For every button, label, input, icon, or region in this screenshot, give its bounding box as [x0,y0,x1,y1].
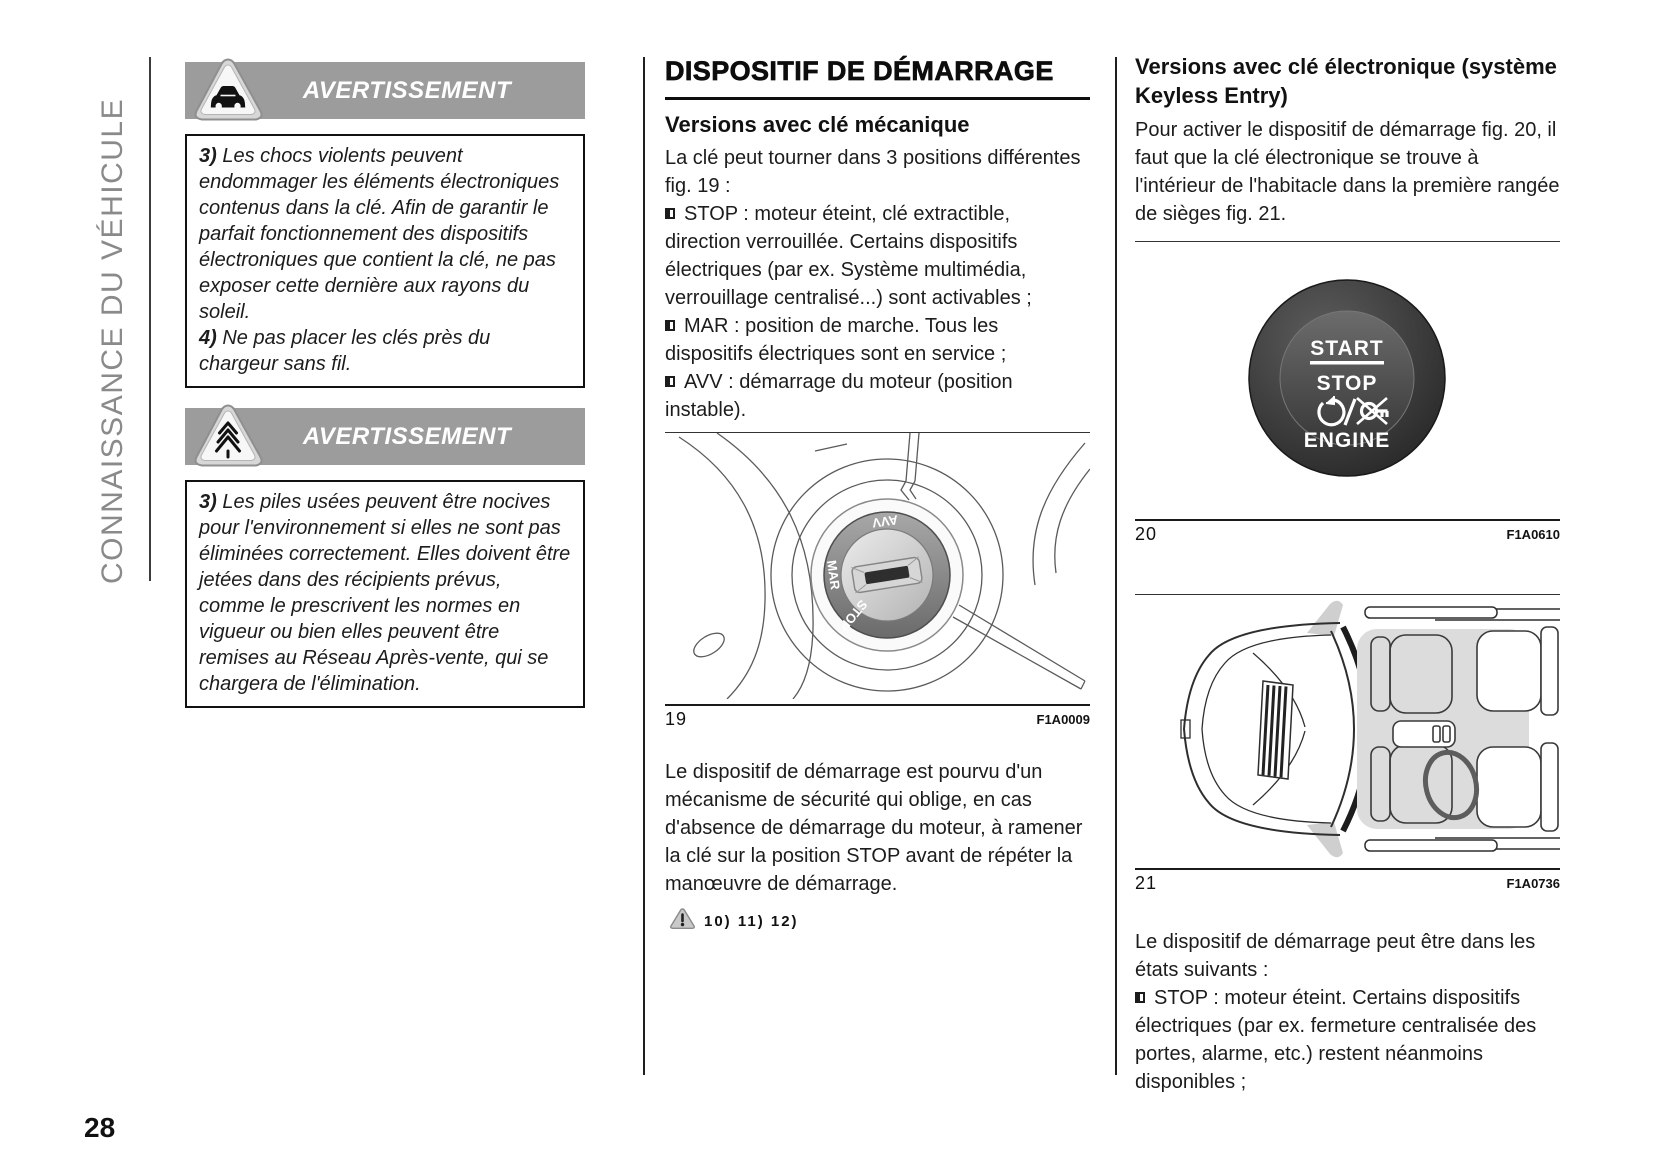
keyless-column [1135,52,1560,1096]
warning-block-batteries [185,408,585,708]
warning-text-box [185,134,585,388]
ignition-lock-illustration [665,433,1090,699]
svg-text:STOP: STOP [836,597,871,634]
warning-item: 3) Les piles usées peuvent être nocives pour l'environnement si elles ne sont pas éliminées correctement. Elles doivent être jetées dans des récipients prévus, comme le prescrivent les normes en vigueur ou bien elles peuvent être remises au Réseau Après-vente, qui se chargera de l'élimination. [199,491,571,695]
paragraph: Le dispositif de démarrage peut être dans les états suivants : [1135,931,1536,981]
figure-code: F1A0610 [1506,527,1560,542]
bullet-item: MAR : position de marche. Tous les dispositifs électriques sont en service ; [665,315,1007,365]
warning-header-label: AVERTISSEMENT [302,76,512,104]
section-heading-mechanical-key: Versions avec clé mécanique [665,112,970,137]
chapter-vertical-title: CONNAISSANCE DU VÉHICULE [96,97,129,584]
svg-text:MAR: MAR [824,559,843,591]
warning-header-label: AVERTISSEMENT [302,422,512,450]
figure-number: 21 [1135,873,1158,893]
start-stop-button-illustration [1135,242,1560,514]
svg-text:AVV: AVV [871,512,899,531]
car-top-view-illustration [1135,595,1560,863]
square-bullet-icon [665,376,675,387]
figure-number: 19 [665,709,688,729]
paragraph: Le dispositif de démarrage est pourvu d'un mécanisme de sécurité qui oblige, en cas d'absence de démarrage du moteur, à ramener la clé sur la position STOP avant de répéter la manœuvre de démarrage. [665,761,1083,895]
figure-21-car-top-view [1135,594,1560,899]
column-separator [1115,57,1117,1075]
page-number: 28 [84,1112,116,1143]
page-title: DISPOSITIF DE DÉMARRAGE [665,52,1090,100]
figure-19-ignition-lock [665,432,1090,735]
figure-20-start-stop-button [1135,241,1560,550]
figure-caption [665,704,1090,735]
warning-item: 4) Ne pas placer les clés près du chargeur sans fil. [199,327,491,375]
warnings-column [185,62,585,708]
section-heading-keyless: Versions avec clé électronique (système Keyless Entry) [1135,54,1557,108]
square-bullet-icon [665,320,675,331]
reference-numbers: 10) 11) 12) [704,912,799,930]
warning-item: 3) Les chocs violents peuvent endommager les éléments électroniques contenus dans la clé. Afin de garantir le parfait fonctionnement des dispositifs électroniques que contient la clé, ne pas exposer cette dernière aux rayons du soleil. [199,145,560,323]
paragraph: La clé peut tourner dans 3 positions différentes fig. 19 : [665,147,1081,197]
warning-block-keys [185,62,585,388]
figure-caption [1135,868,1560,899]
figure-code: F1A0736 [1506,876,1560,891]
figure-caption [1135,519,1560,550]
svg-text:ENGINE: ENGINE [1303,429,1391,452]
main-column [665,52,1090,935]
warning-text-box [185,480,585,708]
square-bullet-icon [1135,992,1145,1003]
bullet-item: STOP : moteur éteint. Certains dispositifs électriques (par ex. fermeture centralisée des portes, alarme, etc.) restent néanmoins disponibles ; [1135,987,1537,1093]
svg-text:START: START [1310,337,1384,360]
small-warning-triangle-icon [669,907,696,935]
figure-number: 20 [1135,524,1158,544]
figure-code: F1A0009 [1036,712,1090,727]
warning-header [185,62,585,119]
square-bullet-icon [665,208,675,219]
warning-references [669,907,1090,935]
tree-warning-triangle-icon [192,403,264,469]
paragraph: Pour activer le dispositif de démarrage fig. 20, il faut que la clé électronique se trouve à l'intérieur de l'habitacle dans la première rangée de sièges fig. 21. [1135,119,1560,225]
bullet-item: AVV : démarrage du moteur (position instable). [665,371,1013,421]
bullet-item: STOP : moteur éteint, clé extractible, direction verrouillée. Certains dispositifs électriques (par ex. Système multimédia, verrouillage centralisé...) sont activables ; [665,203,1032,309]
sidebar-rule [149,57,151,581]
svg-text:STOP: STOP [1316,372,1378,395]
column-separator [643,57,645,1075]
warning-header [185,408,585,465]
car-warning-triangle-icon [192,57,264,123]
